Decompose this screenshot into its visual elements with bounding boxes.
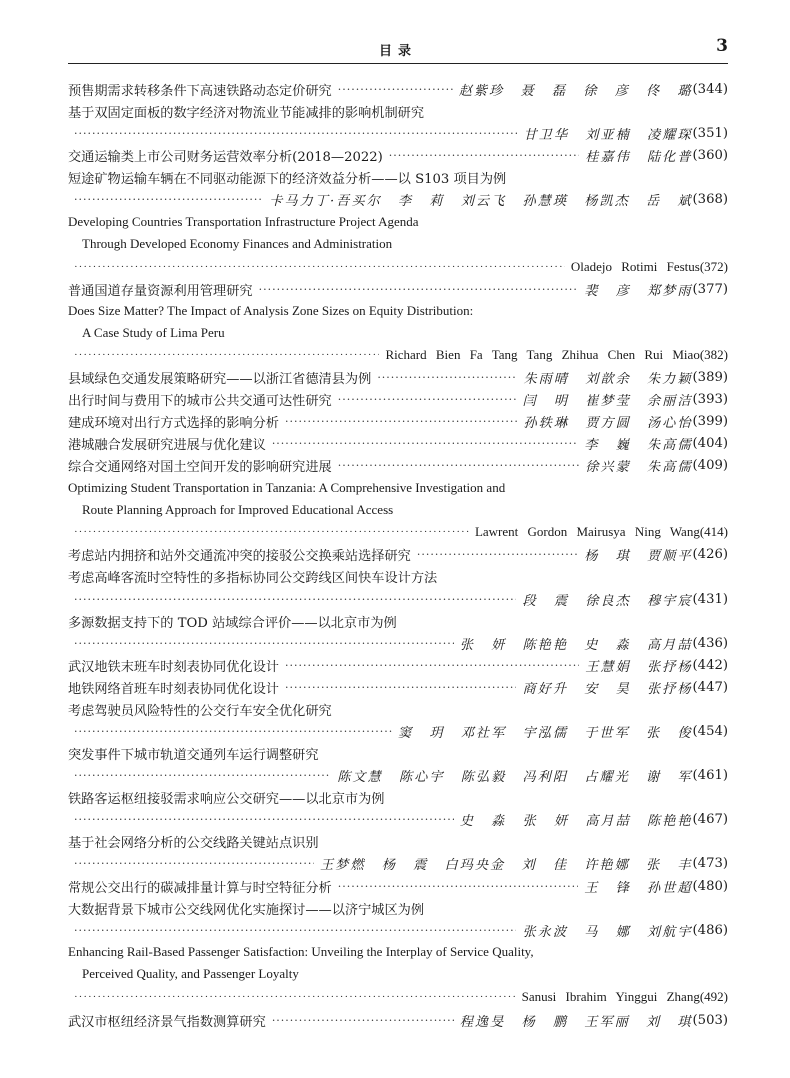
entry-page: (393) bbox=[692, 391, 728, 407]
entry-title: 考虑站内拥挤和站外交通流冲突的接驳公交换乘站选择研究 bbox=[68, 548, 411, 564]
entry-page: (344) bbox=[692, 81, 728, 97]
toc-entry[interactable] bbox=[68, 544, 728, 564]
entry-page: (360) bbox=[692, 147, 728, 163]
toc-entry[interactable] bbox=[68, 566, 728, 586]
toc-entry[interactable] bbox=[68, 411, 728, 431]
leader-dots bbox=[417, 548, 578, 561]
entry-authors: 朱雨晴 刘歆余 朱力颖 bbox=[523, 371, 693, 387]
entry-page: (473) bbox=[692, 855, 728, 871]
toc-entry[interactable] bbox=[68, 611, 728, 631]
toc-entry[interactable] bbox=[68, 212, 728, 232]
entry-title-line1: Does Size Matter? The Impact of Analysis Zone Sizes on Equity Distribution: bbox=[68, 303, 474, 318]
toc-entry[interactable] bbox=[68, 367, 728, 387]
toc-entry-continuation bbox=[68, 964, 728, 984]
entry-page: (426) bbox=[692, 546, 728, 562]
toc-entry-continuation bbox=[68, 987, 728, 1007]
toc-entry-continuation bbox=[68, 633, 728, 653]
toc-entry[interactable] bbox=[68, 433, 728, 453]
toc-entry[interactable] bbox=[68, 145, 728, 165]
entry-authors: 徐兴蒙 朱高儒 bbox=[585, 459, 693, 475]
entry-title: 考虑高峰客流时空特性的多指标协同公交跨线区间快车设计方法 bbox=[68, 570, 438, 586]
toc-entry-continuation bbox=[68, 853, 728, 873]
entry-authors: 王 锋 孙世超 bbox=[584, 880, 693, 896]
toc-entry-continuation bbox=[68, 721, 728, 741]
entry-page: (368) bbox=[692, 191, 728, 207]
leader-dots bbox=[74, 637, 454, 650]
entry-title-line1: Developing Countries Transportation Infrastructure Project Agenda bbox=[68, 214, 419, 229]
toc-entry[interactable] bbox=[68, 898, 728, 918]
entry-title: 武汉市枢纽经济景气指数测算研究 bbox=[68, 1014, 266, 1030]
leader-dots bbox=[259, 283, 579, 296]
toc-entry[interactable] bbox=[68, 1010, 728, 1030]
entry-page: (503) bbox=[692, 1012, 728, 1028]
toc-entry-continuation bbox=[68, 589, 728, 609]
leader-dots bbox=[74, 924, 516, 937]
entry-authors: 裴 彦 郑梦雨 bbox=[584, 283, 693, 299]
leader-dots bbox=[389, 149, 579, 162]
entry-title: 交通运输类上市公司财务运营效率分析(2018—2022) bbox=[68, 149, 383, 165]
entry-page: (447) bbox=[692, 679, 728, 695]
toc-entry-continuation bbox=[68, 189, 728, 209]
header-title: 目录 bbox=[378, 44, 417, 59]
toc-entry[interactable] bbox=[68, 79, 728, 99]
entry-page: (372) bbox=[699, 259, 728, 274]
entry-authors: 窦 玥 邓社军 宇泓儒 于世军 张 俊 bbox=[397, 725, 693, 741]
entry-authors: 甘卫华 刘亚楠 凌耀琛 bbox=[523, 127, 693, 143]
entry-page: (486) bbox=[692, 922, 728, 938]
leader-dots bbox=[338, 880, 578, 893]
leader-dots bbox=[285, 415, 517, 428]
toc-entry[interactable] bbox=[68, 787, 728, 807]
entry-authors: 李 巍 朱高儒 bbox=[584, 437, 693, 453]
entry-authors: Sanusi Ibrahim Yinggui Zhang bbox=[521, 989, 700, 1004]
toc-entry-continuation bbox=[68, 500, 728, 520]
entry-page: (436) bbox=[692, 635, 728, 651]
entry-title: 铁路客运枢纽接驳需求响应公交研究——以北京市为例 bbox=[68, 791, 385, 807]
leader-dots bbox=[74, 769, 331, 782]
toc-entry-continuation bbox=[68, 345, 728, 365]
entry-title: 县域绿色交通发展策略研究——以浙江省德清县为例 bbox=[68, 371, 372, 387]
toc-entry-continuation bbox=[68, 234, 728, 254]
entry-page: (377) bbox=[692, 281, 728, 297]
toc-entry-continuation bbox=[68, 123, 728, 143]
entry-title-line2: Through Developed Economy Finances and Administration bbox=[82, 236, 393, 251]
entry-title-line1: Optimizing Student Transportation in Tanzania: A Comprehensive Investigation and bbox=[68, 480, 506, 495]
entry-title: 建成环境对出行方式选择的影响分析 bbox=[68, 415, 279, 431]
entry-authors: 程逸旻 杨 鹏 王军丽 刘 琪 bbox=[459, 1014, 693, 1030]
toc-entry[interactable] bbox=[68, 699, 728, 719]
entry-authors: Richard Bien Fa Tang Tang Zhihua Chen Rui Miao bbox=[385, 347, 700, 362]
entry-authors: 段 震 徐良杰 穆宇宸 bbox=[522, 593, 693, 609]
entry-title: 基于社会网络分析的公交线路关键站点识别 bbox=[68, 835, 319, 851]
toc-entry[interactable] bbox=[68, 389, 728, 409]
entry-title: 综合交通网络对国土空间开发的影响研究进展 bbox=[68, 459, 332, 475]
entry-authors: 杨 琪 贾顺平 bbox=[584, 548, 693, 564]
leader-dots bbox=[74, 193, 263, 206]
toc-entry[interactable] bbox=[68, 279, 728, 299]
toc-entry-continuation bbox=[68, 522, 728, 542]
entry-authors: 王梦燃 杨 震 白玛央金 刘 佳 许艳娜 张 丰 bbox=[319, 857, 693, 873]
leader-dots bbox=[74, 593, 516, 606]
entry-page: (404) bbox=[692, 435, 728, 451]
toc-entry-continuation bbox=[68, 809, 728, 829]
entry-title-line2: Route Planning Approach for Improved Educational Access bbox=[82, 502, 394, 517]
entry-page: (442) bbox=[692, 657, 728, 673]
entry-title: 短途矿物运输车辆在不同驱动能源下的经济效益分析——以 S103 项目为例 bbox=[68, 171, 507, 187]
entry-authors: 闫 明 崔梦莹 余丽洁 bbox=[522, 393, 693, 409]
entry-page: (409) bbox=[692, 457, 728, 473]
entry-title: 突发事件下城市轨道交通列车运行调整研究 bbox=[68, 747, 319, 763]
entry-title: 基于双固定面板的数字经济对物流业节能减排的影响机制研究 bbox=[68, 105, 425, 121]
toc-entry[interactable] bbox=[68, 655, 728, 675]
entry-title: 大数据背景下城市公交线网优化实施探讨——以济宁城区为例 bbox=[68, 902, 425, 918]
toc-entry[interactable] bbox=[68, 831, 728, 851]
leader-dots bbox=[338, 83, 453, 96]
entry-page: (382) bbox=[699, 347, 728, 362]
entry-page: (414) bbox=[699, 524, 728, 539]
toc-entry[interactable] bbox=[68, 743, 728, 763]
entry-title: 普通国道存量资源利用管理研究 bbox=[68, 283, 253, 299]
toc-entry-continuation bbox=[68, 323, 728, 343]
leader-dots bbox=[272, 437, 578, 450]
toc-entry[interactable] bbox=[68, 101, 728, 121]
entry-authors: 卡马力丁·吾买尔 李 莉 刘云飞 孙慧瑛 杨凯杰 岳 斌 bbox=[269, 193, 693, 209]
toc-entry[interactable] bbox=[68, 455, 728, 475]
toc-entry[interactable] bbox=[68, 167, 728, 187]
entry-title-line2: A Case Study of Lima Peru bbox=[82, 325, 225, 340]
entry-authors: 史 淼 张 妍 高月喆 陈艳艳 bbox=[459, 813, 693, 829]
toc-entry[interactable] bbox=[68, 876, 728, 896]
entry-title: 多源数据支持下的 TOD 站域综合评价——以北京市为例 bbox=[68, 615, 397, 631]
toc-entry-continuation bbox=[68, 257, 728, 277]
toc-entry[interactable] bbox=[68, 942, 728, 962]
toc-entry-continuation bbox=[68, 920, 728, 940]
entry-page: (454) bbox=[692, 723, 728, 739]
leader-dots bbox=[285, 659, 579, 672]
leader-dots bbox=[285, 681, 516, 694]
entry-authors: 商好升 安 昊 张抒杨 bbox=[522, 681, 693, 697]
entry-authors: 赵紫珍 聂 磊 徐 彦 佟 璐 bbox=[458, 83, 693, 99]
entry-title: 考虑驾驶员风险特性的公交行车安全优化研究 bbox=[68, 703, 332, 719]
entry-title-line1: Enhancing Rail-Based Passenger Satisfaction: Unveiling the Interplay of Service Quality, bbox=[68, 944, 534, 959]
entry-authors: 孙轶琳 贾方圆 汤心怡 bbox=[523, 415, 693, 431]
toc-entry-continuation bbox=[68, 765, 728, 785]
page-number: 3 bbox=[716, 36, 728, 56]
entry-page: (351) bbox=[692, 125, 728, 141]
entry-title: 预售期需求转移条件下高速铁路动态定价研究 bbox=[68, 83, 332, 99]
leader-dots bbox=[74, 857, 314, 870]
entry-page: (492) bbox=[699, 989, 728, 1004]
leader-dots bbox=[74, 813, 454, 826]
entry-title: 武汉地铁末班车时刻表协同优化设计 bbox=[68, 659, 279, 675]
entry-page: (461) bbox=[692, 767, 728, 783]
entry-title: 地铁网络首班车时刻表协同优化设计 bbox=[68, 681, 279, 697]
entry-page: (399) bbox=[692, 413, 728, 429]
leader-dots bbox=[272, 1014, 454, 1027]
leader-dots bbox=[74, 349, 379, 361]
toc-entry[interactable] bbox=[68, 301, 728, 321]
header-rule bbox=[68, 63, 728, 64]
entry-authors: 陈文慧 陈心宇 陈弘毅 冯利阳 占耀光 谢 军 bbox=[337, 769, 693, 785]
page-header bbox=[68, 34, 728, 58]
entry-title-line2: Perceived Quality, and Passenger Loyalty bbox=[82, 966, 299, 981]
entry-page: (467) bbox=[692, 811, 728, 827]
entry-authors: 张永波 马 娜 刘航宇 bbox=[522, 924, 693, 940]
leader-dots bbox=[338, 393, 517, 406]
entry-title: 常规公交出行的碳减排量计算与时空特征分析 bbox=[68, 880, 332, 896]
entry-title: 港城融合发展研究进展与优化建议 bbox=[68, 437, 266, 453]
leader-dots bbox=[74, 261, 565, 273]
entry-authors: 王慧娟 张抒杨 bbox=[585, 659, 693, 675]
leader-dots bbox=[74, 991, 516, 1003]
entry-authors: 张 妍 陈艳艳 史 淼 高月喆 bbox=[459, 637, 693, 653]
leader-dots bbox=[338, 459, 579, 472]
entry-page: (389) bbox=[692, 369, 728, 385]
toc-entry[interactable] bbox=[68, 677, 728, 697]
toc-entry[interactable] bbox=[68, 478, 728, 498]
entry-page: (480) bbox=[692, 878, 728, 894]
leader-dots bbox=[377, 371, 517, 384]
entry-title: 出行时间与费用下的城市公共交通可达性研究 bbox=[68, 393, 332, 409]
entry-authors: Oladejo Rotimi Festus bbox=[570, 259, 700, 274]
leader-dots bbox=[74, 725, 392, 738]
entry-page: (431) bbox=[692, 591, 728, 607]
leader-dots bbox=[74, 526, 469, 538]
leader-dots bbox=[74, 127, 517, 140]
entry-authors: Lawrent Gordon Mairusya Ning Wang bbox=[474, 524, 700, 539]
entry-authors: 桂嘉伟 陆化普 bbox=[585, 149, 693, 165]
